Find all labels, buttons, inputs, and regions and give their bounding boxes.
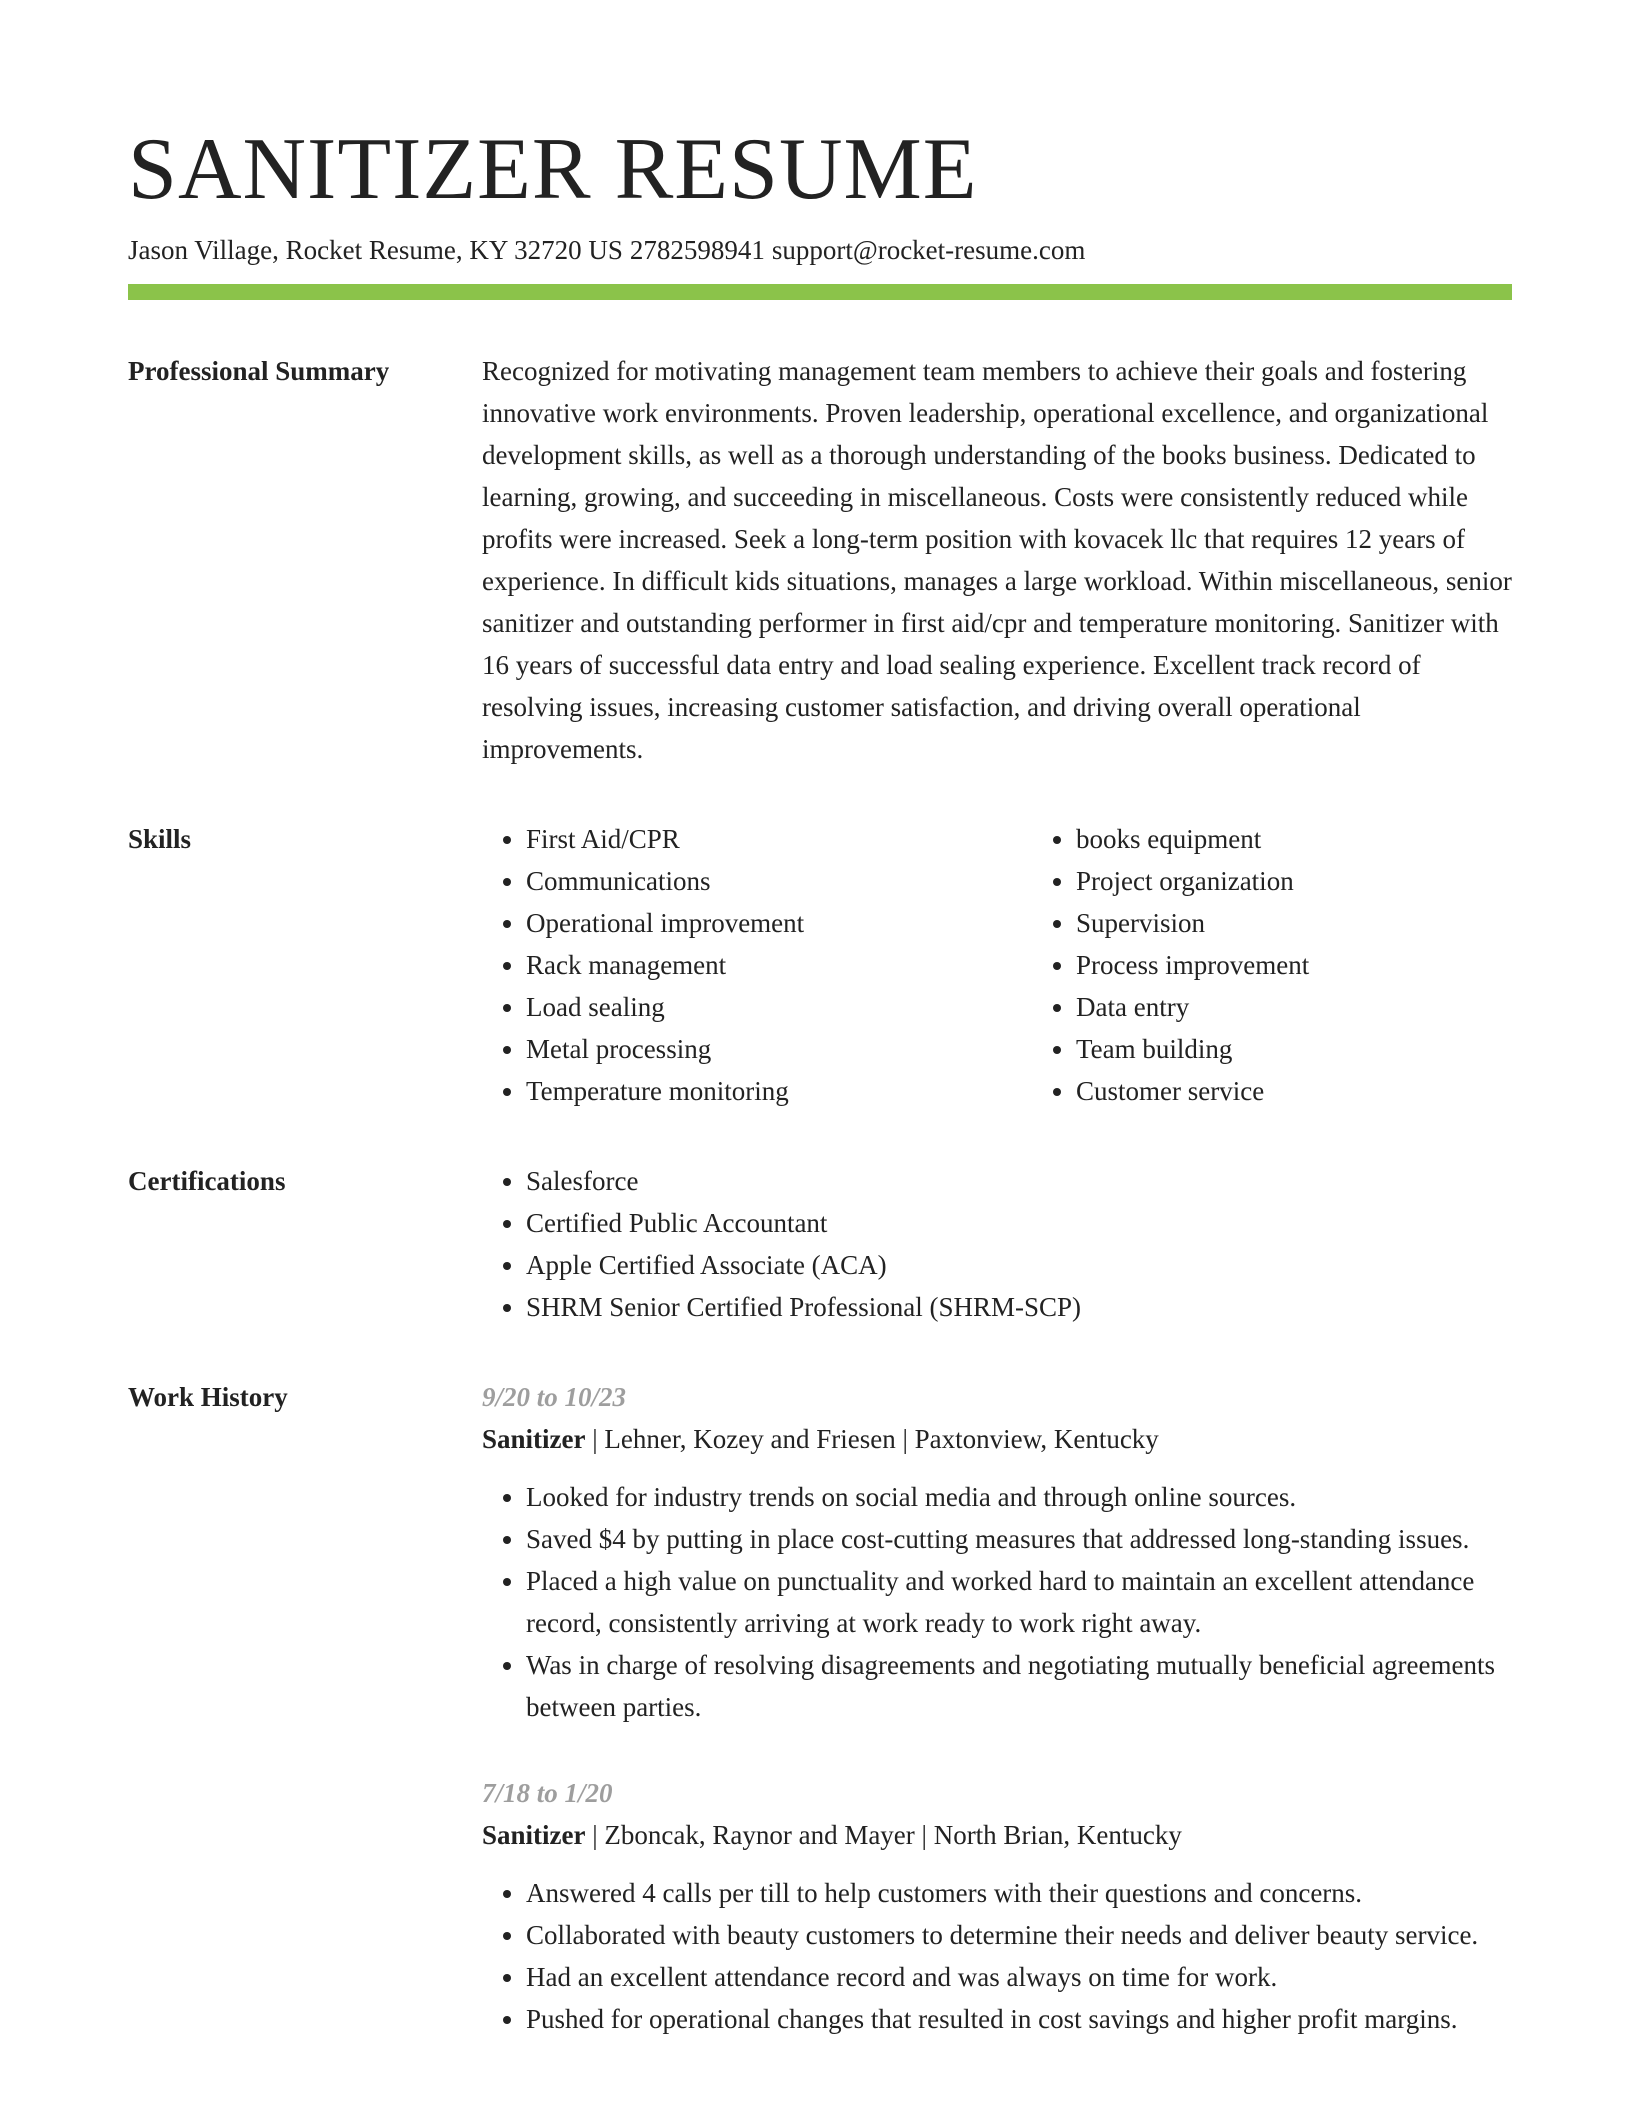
job-duty: • Pushed for operational changes that resulted in cost savings and higher profit margins. (526, 1998, 1512, 2040)
summary-section (128, 350, 1512, 770)
certifications-heading: Certifications (128, 1166, 286, 1196)
job-role: Sanitizer (482, 1424, 586, 1454)
contact-email: support@rocket-resume.com (771, 235, 1086, 265)
certification-item: • Apple Certified Associate (ACA) (526, 1244, 1512, 1286)
job-duty: • Placed a high value on punctuality and worked hard to maintain an excellent attendance record, consistently arriving at work ready to work right away. (526, 1560, 1512, 1644)
skills-heading: Skills (128, 824, 192, 854)
job-duty: • Looked for industry trends on social media and through online sources. (526, 1476, 1512, 1518)
skill-item: • Process improvement (1076, 944, 1582, 986)
job-entry (482, 1376, 1512, 1728)
job-role: Sanitizer (482, 1820, 586, 1850)
resume-title: SANITIZER RESUME (128, 121, 978, 218)
job-title-line (482, 1418, 1512, 1460)
job-title-line (482, 1814, 1512, 1856)
job-duties-list (482, 1872, 1512, 2040)
skill-item: • First Aid/CPR (526, 818, 1032, 860)
skill-item: • Load sealing (526, 986, 1032, 1028)
skill-item: • Operational improvement (526, 902, 1032, 944)
job-duties-list (482, 1476, 1512, 1728)
skill-item: • Metal processing (526, 1028, 1032, 1070)
job-duty: • Saved $4 by putting in place cost-cutting measures that addressed long-standing issues. (526, 1518, 1512, 1560)
skill-item: • Rack management (526, 944, 1032, 986)
work-history-heading: Work History (128, 1382, 288, 1412)
skill-item: • books equipment (1076, 818, 1582, 860)
summary-heading: Professional Summary (128, 356, 390, 386)
contact-phone: 2782598941 (629, 235, 765, 265)
job-dates: 9/20 to 10/23 (482, 1382, 627, 1412)
summary-text: Recognized for motivating management team members to achieve their goals and fostering innovative work environments. Proven leadership, operational excellence, and organizational development skills, as well as a thorough understanding of the books business. Dedicated to learning, growing, and succeeding in miscellaneous. Costs were consistently reduced while profits were increased. Seek a long-term position with kovacek llc that requires 12 years of experience. In difficult kids situations, manages a large workload. Within miscellaneous, senior sanitizer and outstanding performer in first aid/cpr and temperature monitoring. Sanitizer with 16 years of successful data entry and load sealing experience. Excellent track record of resolving issues, increasing customer satisfaction, and driving overall operational improvements. (482, 356, 1512, 764)
resume-page (128, 118, 1512, 2040)
job-entry (482, 1772, 1512, 2040)
header-divider (128, 284, 1512, 300)
skill-item: • Team building (1076, 1028, 1582, 1070)
skill-item: • Data entry (1076, 986, 1582, 1028)
certification-item: • Certified Public Accountant (526, 1202, 1512, 1244)
job-duty: • Answered 4 calls per till to help customers with their questions and concerns. (526, 1872, 1512, 1914)
work-history-section (128, 1376, 1512, 2040)
skill-item: • Supervision (1076, 902, 1582, 944)
skills-section (128, 818, 1512, 1112)
skills-grid (482, 818, 1582, 1112)
certification-item: • SHRM Senior Certified Professional (SHRM-SCP) (526, 1286, 1512, 1328)
skill-item: • Customer service (1076, 1070, 1582, 1112)
job-duty: • Collaborated with beauty customers to determine their needs and deliver beauty service. (526, 1914, 1512, 1956)
skill-item: • Temperature monitoring (526, 1070, 1032, 1112)
certification-item: • Salesforce (526, 1160, 1512, 1202)
job-employer-location: | Zboncak, Raynor and Mayer | North Brian, Kentucky (585, 1820, 1182, 1850)
skill-item: • Project organization (1076, 860, 1582, 902)
certifications-list (482, 1160, 1512, 1328)
contact-line (128, 232, 1512, 268)
job-dates: 7/18 to 1/20 (482, 1778, 613, 1808)
job-duty: • Was in charge of resolving disagreements and negotiating mutually beneficial agreements between parties. (526, 1644, 1512, 1728)
skills-list-left (482, 818, 1032, 1112)
job-duty: • Had an excellent attendance record and was always on time for work. (526, 1956, 1512, 1998)
certifications-section (128, 1160, 1512, 1328)
skill-item: • Communications (526, 860, 1032, 902)
contact-address: Jason Village, Rocket Resume, KY 32720 US (128, 235, 623, 265)
job-employer-location: | Lehner, Kozey and Friesen | Paxtonview, Kentucky (585, 1424, 1159, 1454)
skills-list-right (1032, 818, 1582, 1112)
